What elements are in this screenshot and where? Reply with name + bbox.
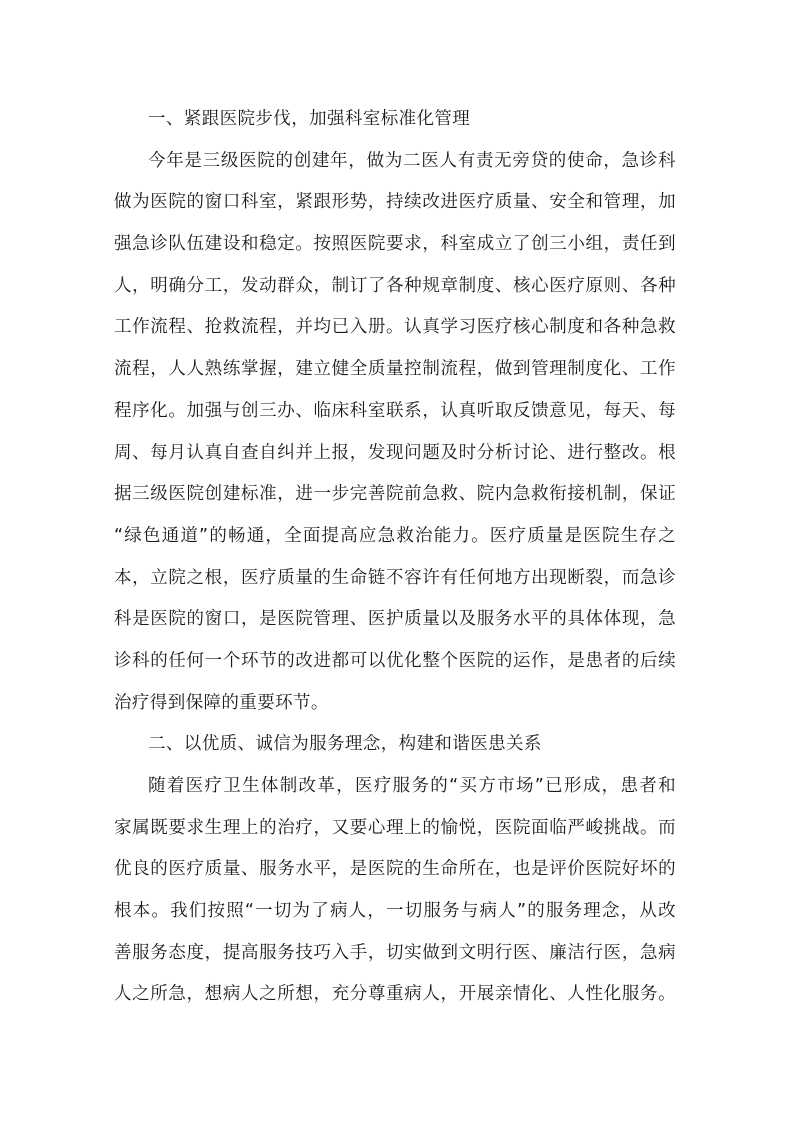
paragraph-line: 科是医院的窗口，是医院管理、医护质量以及服务水平的具体体现，急 xyxy=(114,609,676,630)
paragraph-line: 本，立院之根，医疗质量的生命链不容许有任何地方出现断裂，而急诊 xyxy=(114,567,676,588)
paragraph-line: 强急诊队伍建设和稳定。按照医院要求，科室成立了创三小组，责任到 xyxy=(114,234,676,255)
paragraph-line: 治疗得到保障的重要环节。 xyxy=(114,692,329,713)
paragraph-line: 工作流程、抢救流程，并均已入册。认真学习医疗核心制度和各种急救 xyxy=(114,317,676,338)
paragraph-line: 流程，人人熟练掌握，建立健全质量控制流程，做到管理制度化、工作 xyxy=(114,359,676,380)
paragraph-line: 优良的医疗质量、服务水平，是医院的生命所在，也是评价医院好坏的 xyxy=(114,859,676,880)
paragraph-line: 根本。我们按照“一切为了病人，一切服务与病人”的服务理念，从改 xyxy=(114,901,676,922)
section-2-heading: 二、以优质、诚信为服务理念，构建和谐医患关系 xyxy=(148,734,542,755)
paragraph-line: “绿色通道”的畅通，全面提高应急救治能力。医疗质量是医院生存之 xyxy=(114,525,676,546)
paragraph-line: 程序化。加强与创三办、临床科室联系，认真听取反馈意见，每天、每 xyxy=(114,400,676,421)
paragraph-line: 周、每月认真自查自纠并上报，发现问题及时分析讨论、进行整改。根 xyxy=(114,442,676,463)
paragraph-line: 做为医院的窗口科室，紧跟形势，持续改进医疗质量、安全和管理，加 xyxy=(114,192,676,213)
document-page xyxy=(114,103,676,1020)
paragraph-line: 随着医疗卫生体制改革，医疗服务的“买方市场”已形成，患者和 xyxy=(148,776,676,796)
paragraph-line: 家属既要求生理上的治疗，又要心理上的愉悦，医院面临严峻挑战。而 xyxy=(114,817,676,838)
paragraph-line: 今年是三级医院的创建年，做为二医人有责无旁贷的使命，急诊科 xyxy=(148,150,676,171)
section-1-heading: 一、紧跟医院步伐，加强科室标准化管理 xyxy=(148,109,471,129)
paragraph-line: 人之所急，想病人之所想，充分尊重病人，开展亲情化、人性化服务。 xyxy=(114,984,676,1005)
paragraph-line: 善服务态度，提高服务技巧入手，切实做到文明行医、廉洁行医，急病 xyxy=(114,942,676,963)
paragraph-line: 据三级医院创建标准，进一步完善院前急救、院内急救衔接机制，保证 xyxy=(114,484,676,505)
paragraph-line: 诊科的任何一个环节的改进都可以优化整个医院的运作，是患者的后续 xyxy=(114,650,676,671)
paragraph-line: 人，明确分工，发动群众，制订了各种规章制度、核心医疗原则、各种 xyxy=(114,275,676,296)
section-2-paragraph xyxy=(114,770,676,1020)
section-1-paragraph xyxy=(114,145,676,729)
